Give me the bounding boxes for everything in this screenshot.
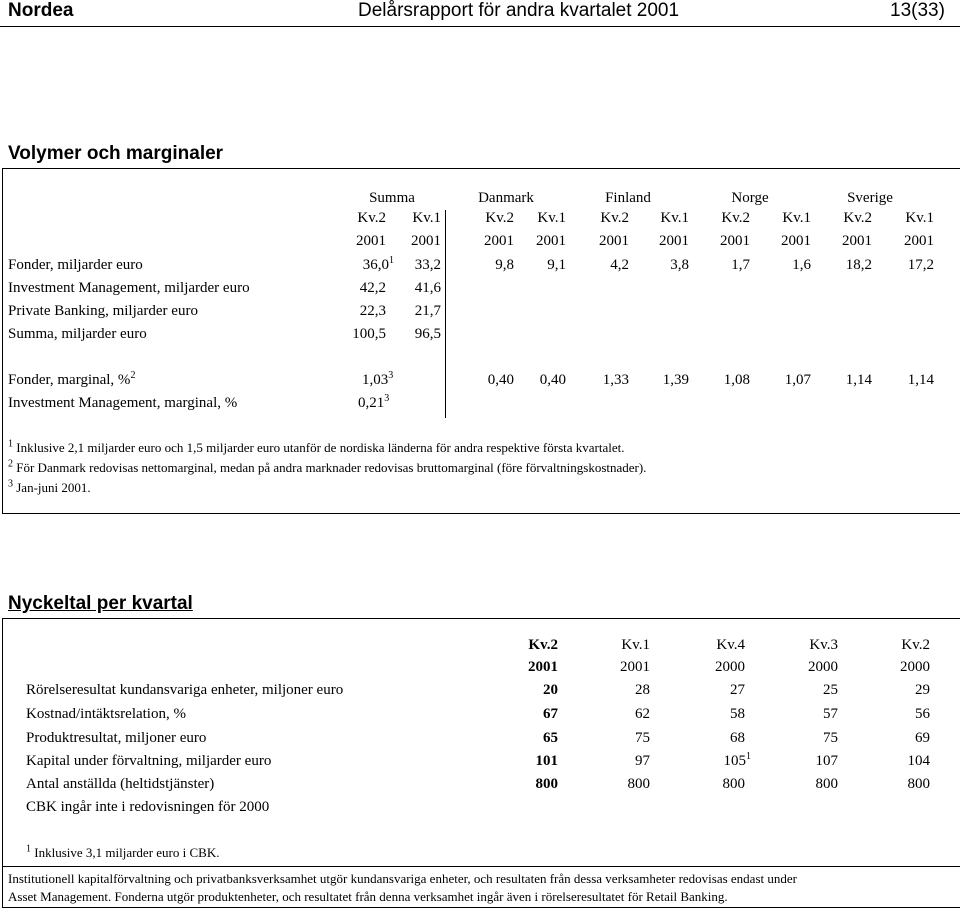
table-cell: 1,39 [662, 372, 689, 388]
col-quarter: Kv.2 [600, 210, 629, 226]
table-cell: 0,40 [539, 372, 566, 388]
col-quarter: Kv.2 [528, 637, 558, 653]
table-cell: 58 [730, 706, 745, 722]
table-cell: 33,2 [414, 257, 441, 273]
group-summa: Summa [369, 190, 415, 206]
table-cell: 800 [627, 776, 650, 792]
table-cell: 800 [815, 776, 838, 792]
col-quarter: Kv.2 [843, 210, 872, 226]
table-cell: 25 [823, 682, 838, 698]
table-cell: 36,0$^1$ [362, 255, 394, 273]
table-cell: 1,14 [845, 372, 872, 388]
paragraph-rule [2, 866, 960, 867]
col-year: 2001 [842, 233, 872, 249]
col-quarter: Kv.1 [660, 210, 689, 226]
group-finland: Finland [605, 190, 651, 206]
table-cell: 29 [915, 682, 930, 698]
table-cell: 96,5 [414, 326, 441, 342]
group-sverige: Sverige [847, 190, 893, 206]
table-cell: 56 [915, 706, 930, 722]
row-label-im-marginal: Investment Management, marginal, % [8, 395, 238, 411]
table-cell: 67 [543, 706, 558, 722]
row-label-summa: Summa, miljarder euro [8, 326, 147, 342]
col-year: 2001 [720, 233, 750, 249]
row-label-kostnad: Kostnad/intäktsrelation, % [26, 706, 186, 722]
row-label-investment: Investment Management, miljarder euro [8, 280, 250, 296]
table-cell: 22,3 [359, 303, 386, 319]
table-cell: 3,8 [670, 257, 689, 273]
table-cell: 800 [722, 776, 745, 792]
table-cell: 62 [635, 706, 650, 722]
section-title-nyckeltal: Nyckeltal per kvartal [8, 593, 193, 614]
header-rule [0, 26, 960, 27]
table-cell: $105^1$ [723, 751, 751, 769]
table-cell: 9,8 [495, 257, 514, 273]
table-cell: 42,2 [359, 280, 386, 296]
note-cbk: CBK ingår inte i redovisningen för 2000 [26, 799, 270, 815]
col-quarter: Kv.2 [485, 210, 514, 226]
row-label-produktresultat: Produktresultat, miljoner euro [26, 730, 207, 746]
col-year: 2000 [808, 659, 838, 675]
table-cell: 21,7 [414, 303, 441, 319]
table-cell: 65 [543, 730, 558, 746]
table-cell: 9,1 [547, 257, 566, 273]
table-cell: 97 [635, 753, 650, 769]
col-quarter: Kv.2 [357, 210, 386, 226]
col-year: 2001 [781, 233, 811, 249]
col-year: 2001 [620, 659, 650, 675]
table-cell: 17,2 [907, 257, 934, 273]
col-year: 2001 [904, 233, 934, 249]
company-name: Nordea [8, 0, 74, 21]
col-year: 2001 [528, 659, 558, 675]
col-year: 2001 [411, 233, 441, 249]
footnote-2: $^2$ För Danmark redovisas nettomarginal, medan på andra marknader redovisas bruttomarginal (före förvaltningskostnader). [8, 458, 647, 475]
row-label-antal-anstallda: Antal anställda (heltidstjänster) [26, 776, 215, 792]
table-cell: 1,6 [792, 257, 811, 273]
table-cell: 800 [907, 776, 930, 792]
row-label-fonder: Fonder, miljarder euro [8, 257, 143, 273]
col-quarter: Kv.1 [412, 210, 441, 226]
col-quarter: Kv.1 [905, 210, 934, 226]
table-cell: 1,7 [731, 257, 750, 273]
page-number: 13(33) [890, 0, 945, 21]
table-cell: 69 [915, 730, 930, 746]
table-cell: 28 [635, 682, 650, 698]
col-year: 2001 [356, 233, 386, 249]
table-cell: 100,5 [352, 326, 386, 342]
row-label-rorelseresultat: Rörelseresultat kundansvariga enheter, miljoner euro [26, 682, 344, 698]
footnote-3: $^3$ Jan-juni 2001. [8, 478, 91, 495]
table-cell: 0,40 [487, 372, 514, 388]
col-year: 2001 [659, 233, 689, 249]
paragraph-line-1: Institutionell kapitalförvaltning och privatbanksverksamhet utgör kundansvariga enheter, och resultaten från dessa verksamheter redovisas endast under [8, 871, 797, 886]
table-cell: 20 [543, 682, 558, 698]
row-label-fonder-marginal: Fonder, marginal, %$^2$ [8, 370, 136, 388]
section-title-volymer: Volymer och marginaler [8, 143, 224, 164]
table-cell: 75 [823, 730, 838, 746]
row-label-private-banking: Private Banking, miljarder euro [8, 303, 198, 319]
table-cell: 104 [907, 753, 930, 769]
col-quarter: Kv.1 [621, 637, 650, 653]
table-cell: 18,2 [845, 257, 872, 273]
col-quarter: Kv.2 [721, 210, 750, 226]
col-year: 2001 [536, 233, 566, 249]
table-cell: 800 [535, 776, 558, 792]
table-cell: 1,08 [723, 372, 750, 388]
table-cell: 4,2 [610, 257, 629, 273]
table-cell: 68 [730, 730, 745, 746]
group-norge: Norge [731, 190, 769, 206]
im-marginal-summa: 0,21$^3$ [358, 393, 390, 411]
table-cell: 1,07 [784, 372, 811, 388]
table-cell: 1,14 [907, 372, 934, 388]
fonder-marginal-summa: 1,03$^3$ [362, 370, 394, 388]
table-cell: 75 [635, 730, 650, 746]
col-year: 2001 [599, 233, 629, 249]
table-cell: 1,33 [602, 372, 629, 388]
table-cell: 101 [535, 753, 558, 769]
col-year: 2000 [900, 659, 930, 675]
report-title: Delårsrapport för andra kvartalet 2001 [358, 0, 680, 21]
col-year: 2001 [484, 233, 514, 249]
row-label-kapital: Kapital under förvaltning, miljarder euro [26, 753, 272, 769]
col-quarter: Kv.1 [537, 210, 566, 226]
table-cell: 57 [823, 706, 838, 722]
footnote-1: $^1$ Inklusive 2,1 miljarder euro och 1,5 miljarder euro utanför de nordiska länderna för andra respektive första kvartalet. [8, 438, 625, 455]
group-danmark: Danmark [478, 190, 534, 206]
col-year: 2000 [715, 659, 745, 675]
col-quarter: Kv.2 [901, 637, 930, 653]
table-cell: 27 [730, 682, 745, 698]
col-quarter: Kv.3 [809, 637, 838, 653]
col-quarter: Kv.1 [782, 210, 811, 226]
table-cell: 107 [815, 753, 838, 769]
col-quarter: Kv.4 [716, 637, 745, 653]
footnote-cbk: $^1$ Inklusive 3,1 miljarder euro i CBK. [26, 843, 220, 860]
paragraph-line-2: Asset Management. Fonderna utgör produktenheter, och resultatet från denna verksamhet ingår även i rörelseresultatet för Retail Banking. [8, 889, 728, 904]
col-separator [445, 210, 446, 418]
table-cell: 41,6 [414, 280, 441, 296]
